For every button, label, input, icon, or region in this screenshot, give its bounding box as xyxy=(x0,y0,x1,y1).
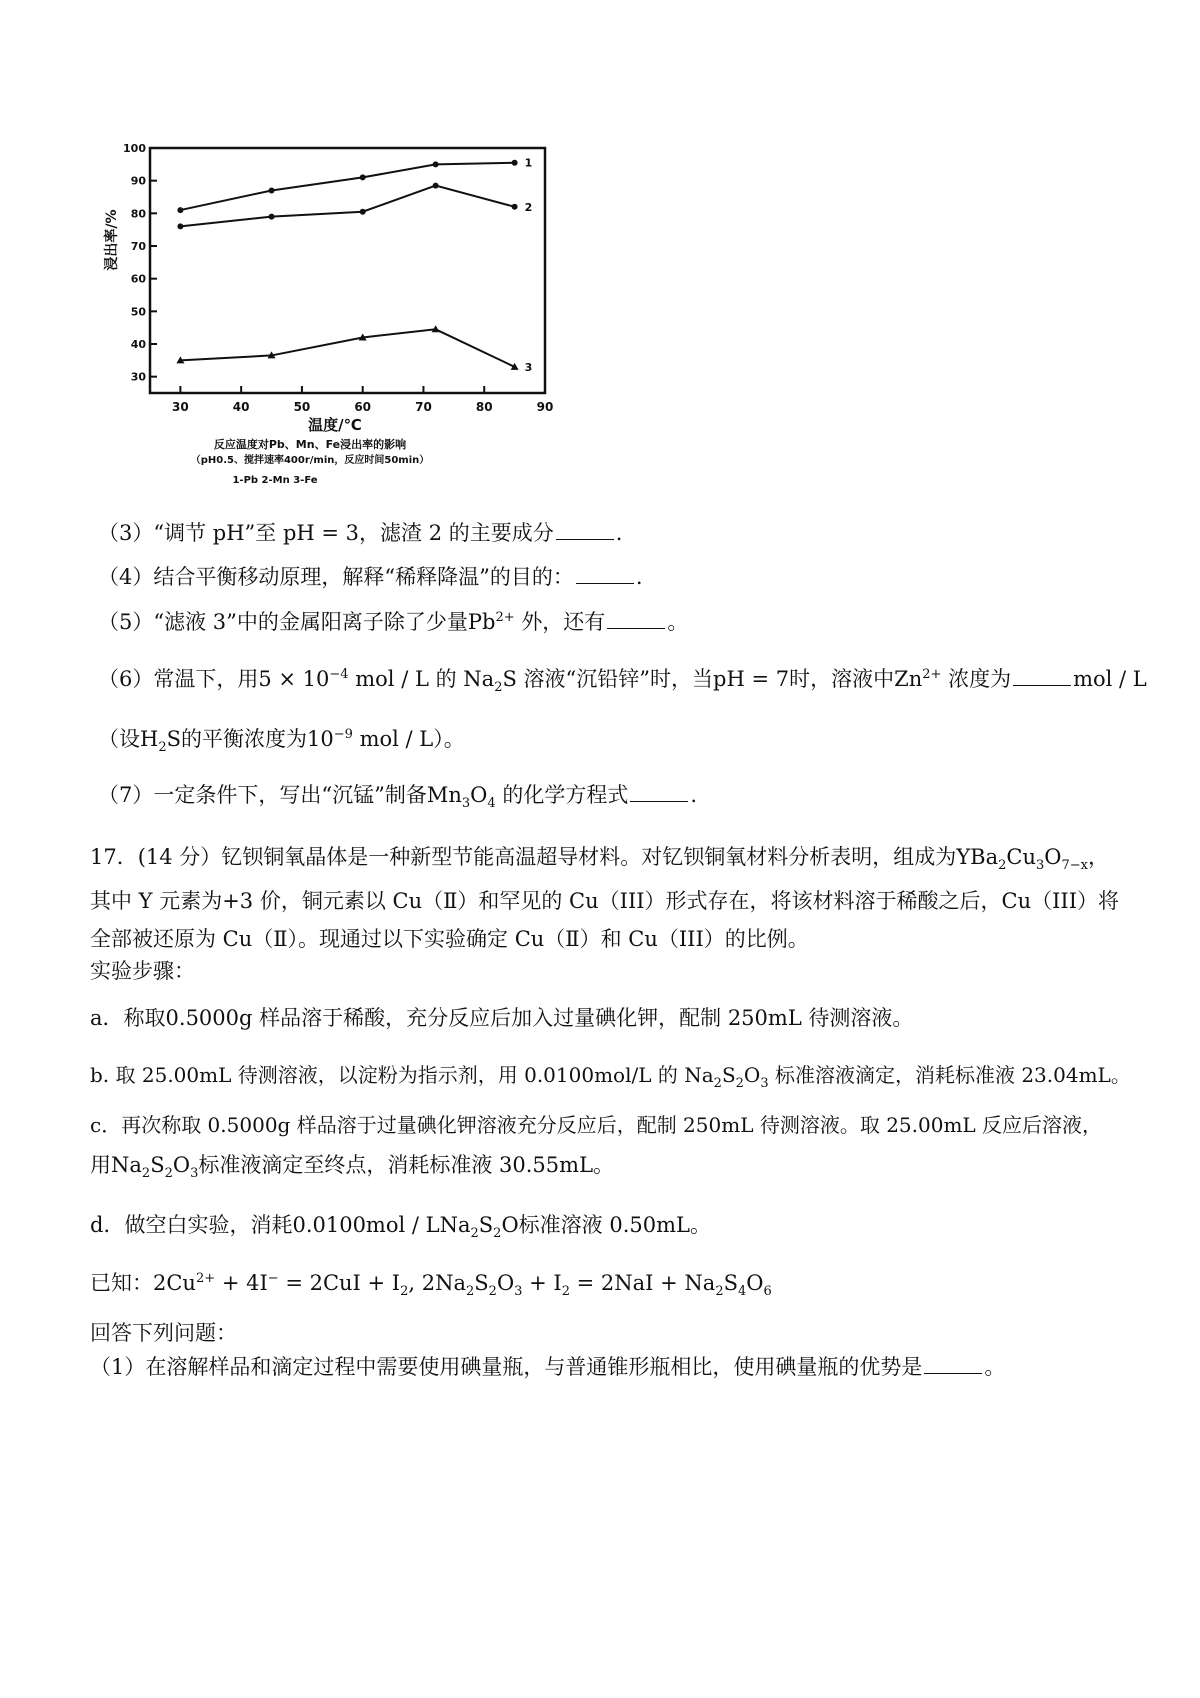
question-17-line-2: 其中 Y 元素为+3 价，铜元素以 Cu（Ⅱ）和罕见的 Cu（III）形式存在，将该材料溶于稀酸之后，Cu（III）将 xyxy=(90,889,1120,913)
question-5: （5）“滤液 3”中的金属阳离子除了少量$Pb^{2+}$ 外，还有 。 xyxy=(98,610,689,634)
question-4: （4）结合平衡移动原理，解释“稀释降温”的目的： . xyxy=(98,565,643,589)
data-point xyxy=(177,207,183,213)
step-a: a．称取0.5000g 样品溶于稀酸，充分反应后加入过量碘化钾，配制 250mL 待测溶液。 xyxy=(90,1006,914,1030)
x-axis-label: 温度/℃ xyxy=(308,416,362,434)
answer-blank[interactable] xyxy=(924,1355,982,1374)
step-d: d．做空白实验，消耗$0.0100mol / LNa_2S_2O$标准溶液 0.50mL。 xyxy=(90,1213,711,1242)
data-point xyxy=(433,161,439,167)
y-tick-label: 70 xyxy=(130,240,146,253)
data-point xyxy=(360,174,366,180)
known-equations: 已知：$2Cu^{2+} + 4I^- = 2CuI + I_2$, $2Na_2S_2O_3 + I_2 = 2NaI + Na_2S_4O_6$ xyxy=(90,1271,772,1300)
series-label: 1 xyxy=(524,156,533,170)
y-tick-label: 90 xyxy=(130,174,146,188)
question-6: （6）常温下，用$5 \times 10^{-4}$ mol / L 的 $Na_2S$ 溶液“沉铅锌”时，当pH = 7时，溶液中$Zn^{2+}$ 浓度为 mol / L xyxy=(98,667,1147,696)
series-layer xyxy=(176,157,532,374)
y-tick-label: 40 xyxy=(130,338,146,351)
data-point xyxy=(512,204,518,210)
x-tick-label: 30 xyxy=(172,400,189,414)
data-point xyxy=(269,214,275,220)
plot-frame xyxy=(150,148,545,393)
data-point xyxy=(512,160,518,166)
y-axis-ticks xyxy=(123,142,157,384)
data-point xyxy=(360,209,366,215)
chart-caption-line-1: 反应温度对Pb、Mn、Fe浸出率的影响 xyxy=(213,438,407,451)
answer-blank[interactable] xyxy=(607,610,665,629)
question-7: （7）一定条件下，写出“沉锰”制备$Mn_3O_4$ 的化学方程式 . xyxy=(98,783,698,812)
question-17-1: （1）在溶解样品和滴定过程中需要使用碘量瓶，与普通锥形瓶相比，使用碘量瓶的优势是 。 xyxy=(90,1355,1006,1379)
x-tick-label: 90 xyxy=(536,400,554,414)
y-tick-label: 30 xyxy=(130,370,146,384)
x-axis-ticks xyxy=(172,386,553,414)
question-17-line-4: 实验步骤： xyxy=(90,959,195,983)
x-tick-label: 70 xyxy=(415,400,432,414)
x-tick-label: 50 xyxy=(293,400,311,414)
x-tick-label: 80 xyxy=(475,400,493,414)
data-point xyxy=(269,187,275,193)
question-17-line-3: 全部被还原为 Cu（Ⅱ）。现通过以下实验确定 Cu（Ⅱ）和 Cu（III）的比例。 xyxy=(90,927,809,951)
step-b: b. 取 25.00mL 待测溶液，以淀粉为指示剂，用 0.0100mol/L 的 $Na_2S_2O_3$ 标准溶液滴定，消耗标准液 23.04mL。 xyxy=(90,1063,1131,1091)
data-point xyxy=(433,183,439,189)
y-tick-label: 60 xyxy=(130,272,146,286)
step-c-line-2: 用$Na_2S_2O_3$标准液滴定至终点，消耗标准液 30.55mL。 xyxy=(90,1153,615,1182)
data-point xyxy=(177,223,183,229)
answer-blank[interactable] xyxy=(630,783,688,802)
chart-caption-line-3: 1-Pb 2-Mn 3-Fe xyxy=(232,475,318,486)
question-17-intro: 17．(14 分）钇钡铜氧晶体是一种新型节能高温超导材料。对钇钡铜氧材料分析表明，组成为$YBa_2Cu_3O_{7-x}$， xyxy=(90,845,1110,874)
answer-blank[interactable] xyxy=(576,565,634,584)
y-tick-label: 100 xyxy=(123,142,146,155)
x-tick-label: 60 xyxy=(354,400,372,414)
answer-blank[interactable] xyxy=(556,521,614,540)
series-line-3 xyxy=(180,329,514,367)
leaching-rate-chart xyxy=(100,140,620,530)
series-line-2 xyxy=(180,186,514,227)
y-tick-label: 50 xyxy=(130,305,146,319)
question-3: （3）“调节 pH”至 pH = 3，滤渣 2 的主要成分 . xyxy=(98,521,623,545)
y-tick-label: 80 xyxy=(130,207,146,221)
question-6-note: （设$H_2S$的平衡浓度为$10^{-9}$ mol / L）。 xyxy=(98,727,465,756)
answer-header: 回答下列问题： xyxy=(90,1321,237,1345)
x-tick-label: 40 xyxy=(232,400,250,414)
chart-caption-line-2: （pH0.5、搅拌速率400r/min，反应时间50min） xyxy=(190,455,430,466)
step-c: c．再次称取 0.5000g 样品溶于过量碘化钾溶液充分反应后，配制 250mL 待测溶液。取 25.00mL 反应后溶液， xyxy=(90,1113,1103,1137)
series-label: 2 xyxy=(524,200,533,214)
series-label: 3 xyxy=(524,360,533,374)
answer-blank[interactable] xyxy=(1013,667,1071,686)
series-line-1 xyxy=(180,163,514,210)
y-axis-label: 浸出率/% xyxy=(104,209,120,271)
